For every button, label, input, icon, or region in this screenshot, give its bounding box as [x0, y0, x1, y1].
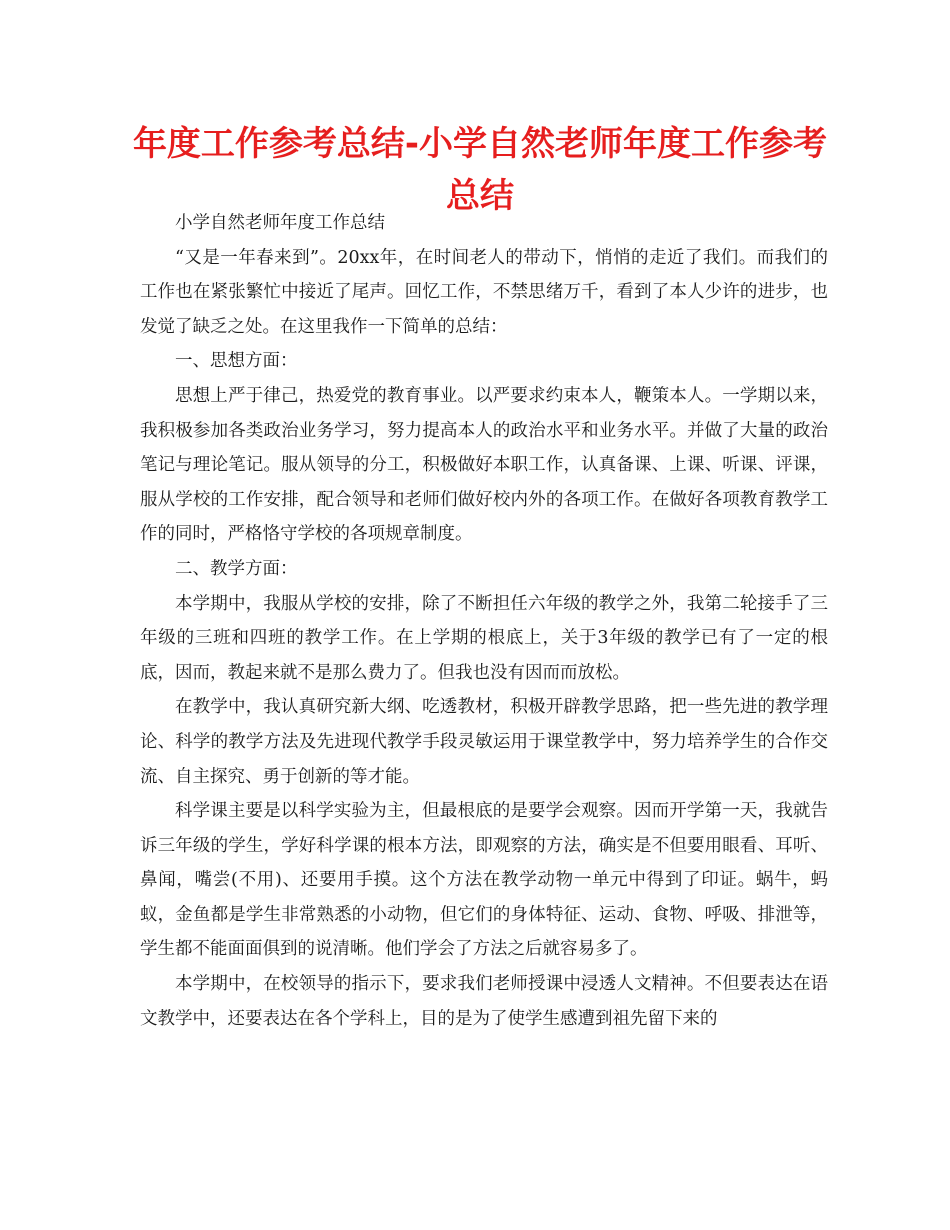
body-paragraph: 本学期中，我服从学校的安排，除了不断担任六年级的教学之外，我第二轮接手了三年级的三班和四班的教学工作。在上学期的根底上，关于3年级的教学已有了一定的根底，因而，教起来就不是那么费力了。但我也没有因而而放松。	[140, 593, 828, 683]
body-paragraph: 本学期中，在校领导的指示下，要求我们老师授课中浸透人文精神。不但要表达在语文教学中，还要表达在各个学科上，目的是为了使学生感遭到祖先留下来的	[140, 974, 828, 1029]
document-body	[140, 206, 828, 1036]
body-paragraph: 在教学中，我认真研究新大纲、吃透教材，积极开辟教学思路，把一些先进的教学理论、科学的教学方法及先进现代教学手段灵敏运用于课堂教学中，努力培养学生的合作交流、自主探究、勇于创新的等才能。	[140, 697, 828, 787]
section-heading: 二、教学方面：	[175, 558, 298, 579]
body-paragraph: 科学课主要是以科学实验为主，但最根底的是要学会观察。因而开学第一天，我就告诉三年级的学生，学好科学课的根本方法，即观察的方法，确实是不但要用眼看、耳听、鼻闻，嘴尝(不用)、还要用手摸。这个方法在教学动物一单元中得到了印证。蜗牛，蚂蚁，金鱼都是学生非常熟悉的小动物，但它们的身体特征、运动、食物、呼吸、排泄等，学生都不能面面俱到的说清晰。他们学会了方法之后就容易多了。	[140, 801, 828, 960]
section-heading: 一、思想方面：	[175, 351, 298, 372]
subtitle-paragraph: 小学自然老师年度工作总结	[175, 213, 385, 233]
body-paragraph: 思想上严于律己，热爱党的教育事业。以严要求约束本人，鞭策本人。一学期以来，我积极参加各类政治业务学习，努力提高本人的政治水平和业务水平。并做了大量的政治笔记与理论笔记。服从领导的分工，积极做好本职工作，认真备课、上课、听课、评课，服从学校的工作安排，配合领导和老师们做好校内外的各项工作。在做好各项教育教学工作的同时，严格恪守学校的各项规章制度。	[140, 385, 828, 545]
document-title: 年度工作参考总结-小学自然老师年度工作参考总结	[132, 124, 828, 216]
body-paragraph: “又是一年春来到”。20xx年，在时间老人的带动下，悄悄的走近了我们。而我们的工作也在紧张繁忙中接近了尾声。回忆工作，不禁思绪万千，看到了本人少许的进步，也发觉了缺乏之处。在这里我作一下简单的总结：	[140, 247, 828, 337]
